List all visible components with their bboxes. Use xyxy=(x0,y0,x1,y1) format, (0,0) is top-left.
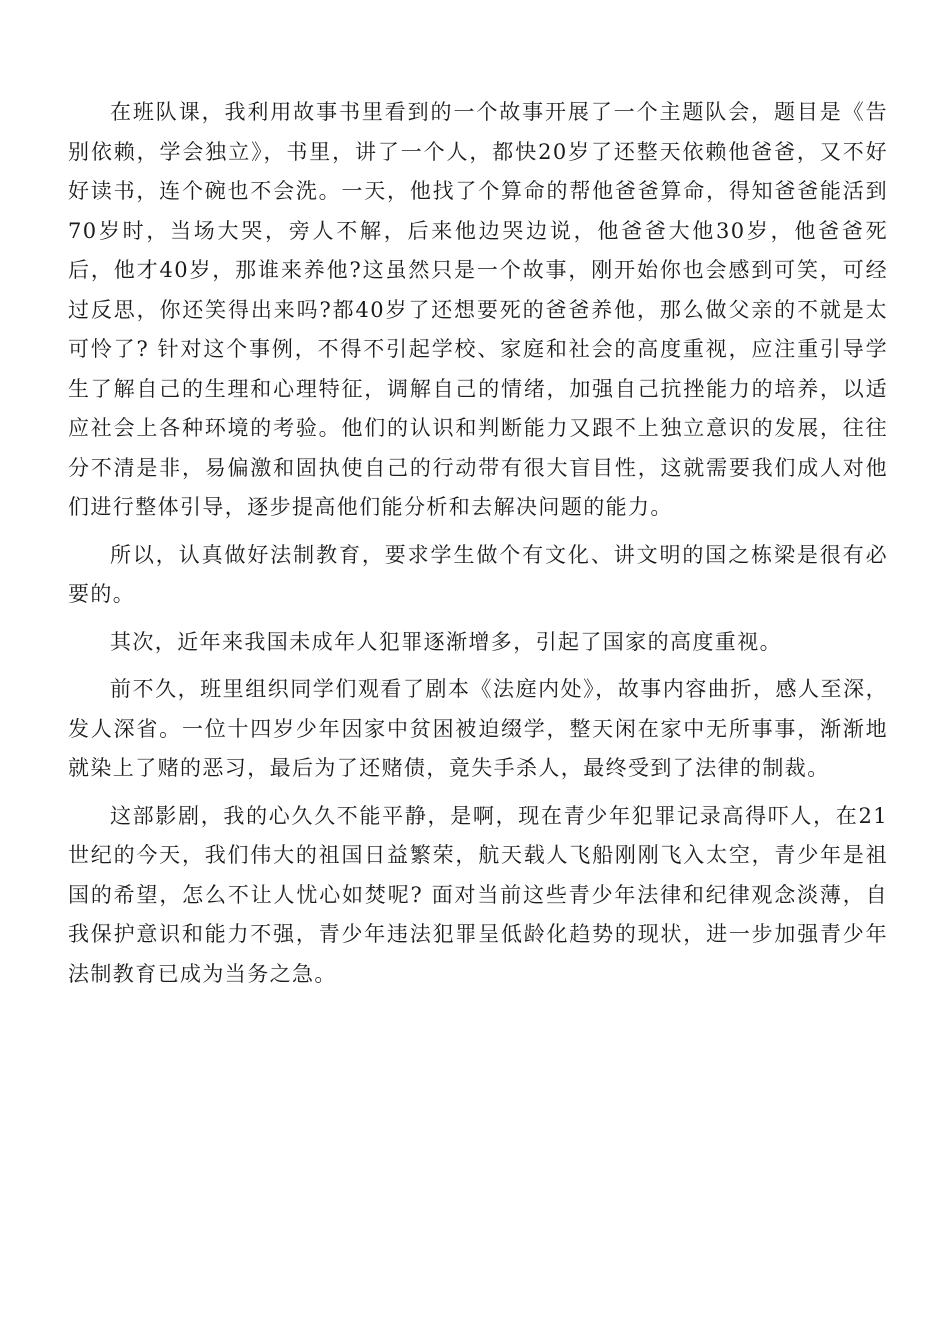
document-body xyxy=(68,93,888,1002)
paragraph-3: 其次，近年来我国未成年人犯罪逐渐增多，引起了国家的高度重视。 xyxy=(110,629,782,654)
paragraph-2: 所以，认真做好法制教育，要求学生做个有文化、讲文明的国之栋梁是很有必要的。 xyxy=(68,542,888,606)
paragraph-4: 前不久，班里组织同学们观看了剧本《法庭内处》，故事内容曲折，感人至深，发人深省。一位十四岁少年因家中贫困被迫缀学，整天闲在家中无所事事，渐渐地就染上了赌的恶习，最后为了还赌债，竟失手杀人，最终受到了法律的制裁。 xyxy=(68,677,888,780)
paragraph-1: 在班队课，我利用故事书里看到的一个故事开展了一个主题队会，题目是《告别依赖，学会独立》，书里，讲了一个人，都快20岁了还整天依赖他爸爸，又不好好读书，连个碗也不会洗。一天，他找了个算命的帮他爸爸算命，得知爸爸能活到70岁时，当场大哭，旁人不解，后来他边哭边说，他爸爸大他30岁，他爸爸死后，他才40岁，那谁来养他?这虽然只是一个故事，刚开始你也会感到可笑，可经过反思，你还笑得出来吗?都40岁了还想要死的爸爸养他，那么做父亲的不就是太可怜了? 针对这个事例，不得不引起学校、家庭和社会的高度重视，应注重引导学生了解自己的生理和心理特征，调解自己的情绪，加强自己抗挫能力的培养，以适应社会上各种环境的考验。他们的认识和判断能力又跟不上独立意识的发展，往往分不清是非，易偏激和固执使自己的行动带有很大盲目性，这就需要我们成人对他们进行整体引导，逐步提高他们能分析和去解决问题的能力。 xyxy=(68,100,888,519)
paragraph-5: 这部影剧，我的心久久不能平静，是啊，现在青少年犯罪记录高得吓人，在21世纪的今天，我们伟大的祖国日益繁荣，航天载人飞船刚刚飞入太空，青少年是祖国的希望，怎么不让人忧心如焚呢? 面对当前这些青少年法律和纪律观念淡薄，自我保护意识和能力不强，青少年违法犯罪呈低龄化趋势的现状，进一步加强青少年法制教育已成为当务之急。 xyxy=(68,803,888,986)
